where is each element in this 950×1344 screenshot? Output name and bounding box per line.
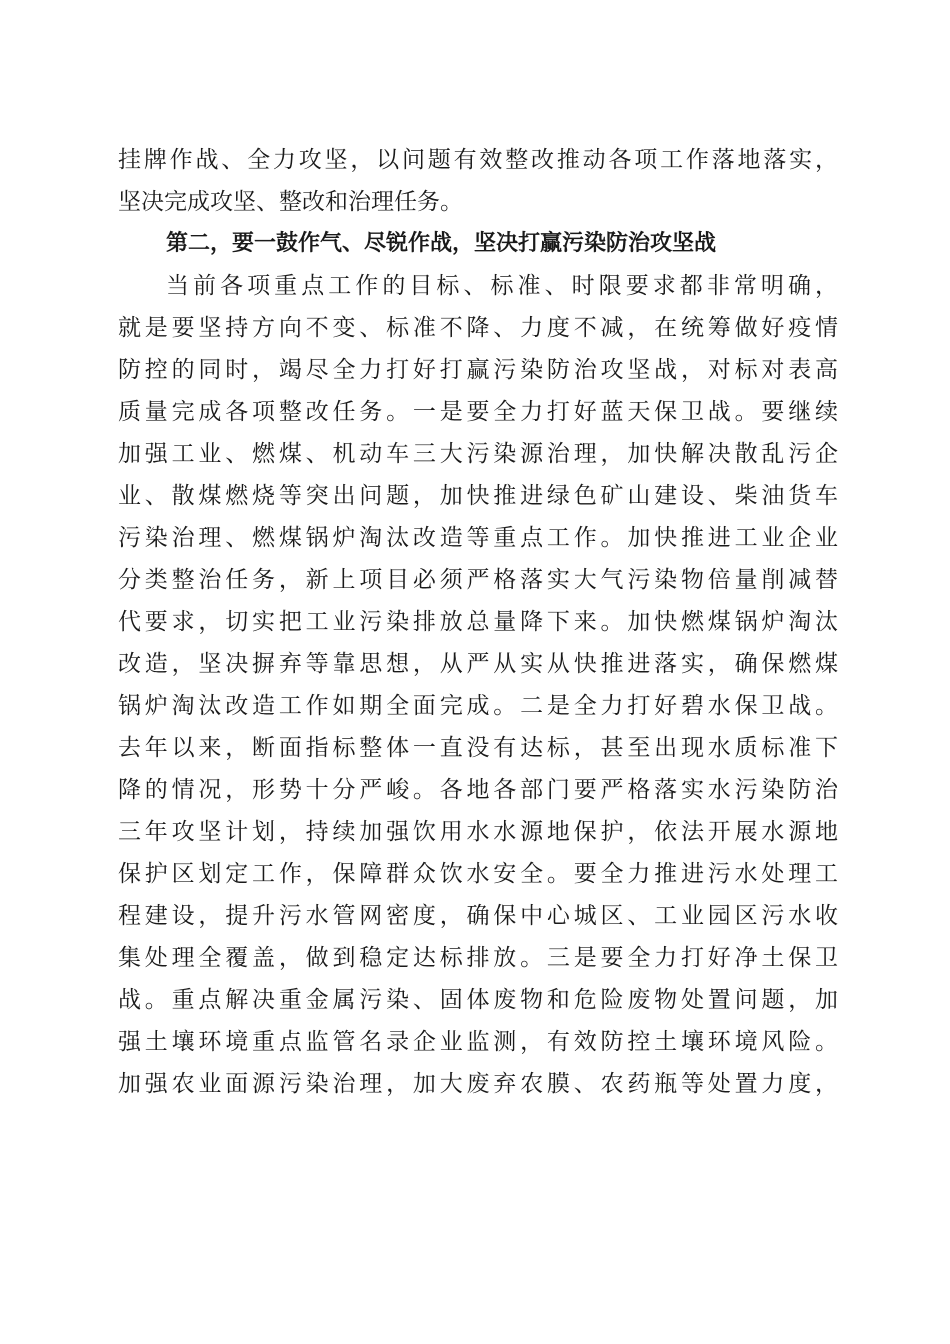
- document-body: [118, 139, 838, 1105]
- body-line: 去年以来，断面指标整体一直没有达标，甚至出现水质标准下: [118, 735, 838, 761]
- body-line: 保护区划定工作，保障群众饮水安全。要全力推进污水处理工: [118, 861, 838, 887]
- body-line: 降的情况，形势十分严峻。各地各部门要严格落实水污染防治: [118, 777, 838, 803]
- body-line: 代要求，切实把工业污染排放总量降下来。加快燃煤锅炉淘汰: [118, 609, 838, 635]
- body-line: 改造，坚决摒弃等靠思想，从严从实从快推进落实，确保燃煤: [118, 651, 838, 677]
- body-line: 加强农业面源污染治理，加大废弃农膜、农药瓶等处置力度，: [118, 1071, 838, 1097]
- body-line: 强土壤环境重点监管名录企业监测，有效防控土壤环境风险。: [118, 1029, 838, 1055]
- body-line: 挂牌作战、全力攻坚，以问题有效整改推动各项工作落地落实，: [118, 147, 838, 173]
- body-line: 锅炉淘汰改造工作如期全面完成。二是全力打好碧水保卫战。: [118, 693, 838, 719]
- section-heading: 第二，要一鼓作气、尽锐作战，坚决打赢污染防治攻坚战: [166, 231, 717, 256]
- body-line: 质量完成各项整改任务。一是要全力打好蓝天保卫战。要继续: [118, 399, 838, 425]
- body-line: 防控的同时，竭尽全力打好打赢污染防治攻坚战，对标对表高: [118, 357, 838, 383]
- body-line: 就是要坚持方向不变、标准不降、力度不减，在统筹做好疫情: [118, 315, 838, 341]
- body-line: 业、散煤燃烧等突出问题，加快推进绿色矿山建设、柴油货车: [118, 483, 838, 509]
- body-line: 分类整治任务，新上项目必须严格落实大气污染物倍量削减替: [118, 567, 838, 593]
- body-line: 当前各项重点工作的目标、标准、时限要求都非常明确，: [166, 273, 838, 299]
- body-line: 程建设，提升污水管网密度，确保中心城区、工业园区污水收: [118, 903, 838, 929]
- body-line: 三年攻坚计划，持续加强饮用水水源地保护，依法开展水源地: [118, 819, 838, 845]
- body-line: 坚决完成攻坚、整改和治理任务。: [118, 189, 463, 215]
- body-line: 污染治理、燃煤锅炉淘汰改造等重点工作。加快推进工业企业: [118, 525, 838, 551]
- body-line: 加强工业、燃煤、机动车三大污染源治理，加快解决散乱污企: [118, 441, 838, 467]
- body-line: 战。重点解决重金属污染、固体废物和危险废物处置问题，加: [118, 987, 838, 1013]
- body-line: 集处理全覆盖，做到稳定达标排放。三是要全力打好净土保卫: [118, 945, 838, 971]
